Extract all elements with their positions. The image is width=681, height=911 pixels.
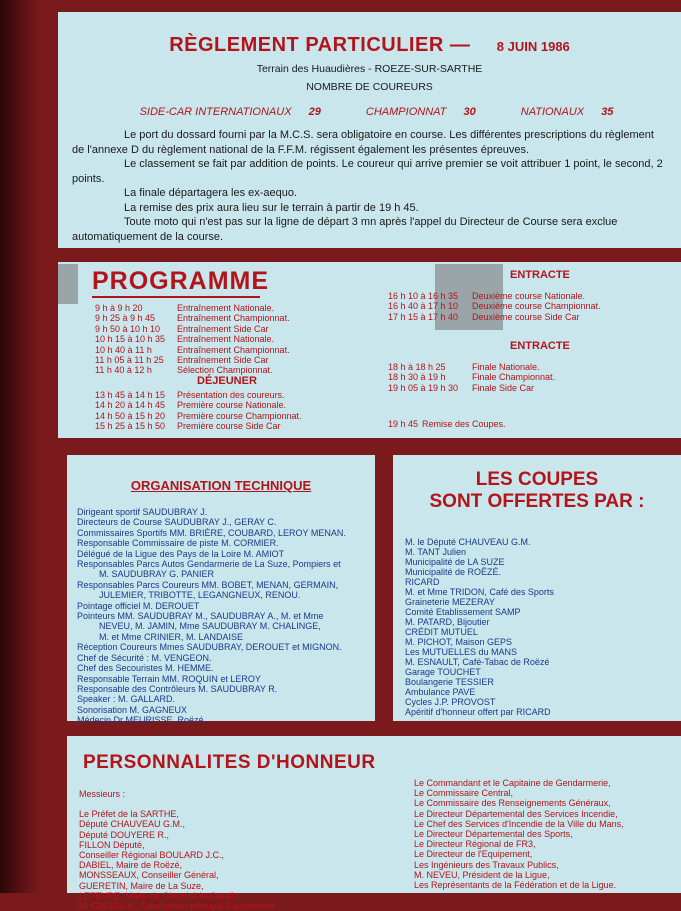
donor-item: Cycles J.P. PROVOST: [405, 697, 496, 707]
organisation-line: M. SAUDUBRAY G. PANIER: [99, 569, 215, 580]
donor-item: RICARD: [405, 577, 440, 587]
personnalite-item: Le Chef des Services d'Incendie de la Ville du Mans,: [414, 818, 624, 829]
schedule-row: [95, 334, 290, 344]
schedule-event: Entraînement Side Car: [177, 355, 269, 366]
schedule-event: Entraînement Championnat.: [177, 344, 290, 355]
personnalites-panel: [67, 736, 681, 911]
organisation-line: Responsable Commissaire de piste M. CORMIER.: [77, 538, 279, 549]
personnalite-item: Le Commissaire des Renseignements Généraux,: [414, 798, 611, 809]
organisation-line: Responsable Terrain MM. ROQUIN et LEROY: [77, 673, 261, 684]
finals-schedule: [388, 362, 555, 393]
personnalite-item: [79, 799, 274, 809]
organisation-line: Dirigeant sportif SAUDUBRAY J.: [77, 507, 208, 517]
personnalites-right-list: [414, 778, 624, 890]
organisation-line: Pointage officiel M. DEROUET: [77, 600, 200, 611]
schedule-row: [95, 313, 290, 323]
schedule-row: [388, 372, 555, 382]
rule-paragraph: La remise des prix aura lieu sur le terrain à partir de 19 h 45.: [124, 201, 419, 214]
donor-item: Boulangerie TESSIER: [405, 677, 494, 687]
schedule-event: Présentation des coureurs.: [177, 390, 285, 400]
donor-item: M. le Député CHAUVEAU G.M.: [405, 537, 531, 547]
personnalite-item: MONSSEAUX, Conseiller Général,: [79, 870, 219, 881]
donor-item: Ambulance PAVE: [405, 687, 476, 697]
organisation-title: ORGANISATION TECHNIQUE: [130, 478, 312, 493]
organisation-line: Responsables Parcs Autos Gendarmerie de La Suze, Pompiers et: [77, 559, 341, 570]
schedule-time: 10 h 15 à 10 h 35: [95, 334, 166, 345]
second-races-schedule: [388, 291, 601, 322]
entracte-heading: ENTRACTE: [510, 269, 570, 281]
schedule-row: [388, 312, 601, 322]
personnalite-item: Le Directeur Départemental des Services Incendie,: [414, 808, 618, 819]
schedule-time: 18 h à 18 h 25: [388, 362, 446, 372]
donor-item: M. PATARD, Bijoutier: [405, 617, 490, 627]
rule-paragraph: Toute moto qui n'est pas sur la ligne de départ 3 mn après l'appel du Directeur de Course sera exclue automatiquement de la course.: [72, 216, 618, 243]
schedule-row: [388, 362, 555, 372]
schedule-event: Finale Nationale.: [472, 362, 540, 372]
personnalite-item: Le Directeur de l'Equipement,: [414, 849, 533, 860]
schedule-event: Entraînement Nationale.: [177, 334, 275, 345]
schedule-row: [95, 365, 290, 375]
schedule-row: [388, 383, 555, 393]
organisation-line: Directeurs de Course SAUDUBRAY J., GERAY C.: [77, 517, 277, 528]
organisation-line: Chef de Sécurité : M. VENGEON.: [77, 652, 212, 663]
printed-shade: [58, 264, 78, 304]
donor-item: Municipalité de ROËZÉ.: [405, 567, 502, 577]
schedule-row: [388, 291, 601, 301]
schedule-row: [95, 400, 302, 410]
schedule-row: [95, 411, 302, 421]
event-date: 8 JUIN 1986: [496, 39, 570, 54]
organisation-line: Speaker : M. GALLARD.: [77, 694, 176, 705]
schedule-event: Deuxième course Nationale.: [472, 291, 586, 301]
organisation-line: Responsable des Contrôleurs M. SAUDUBRAY R.: [77, 683, 278, 694]
organisation-line: Sonorisation M. GAGNEUX: [77, 704, 188, 715]
donor-item: M. PICHOT, Maison GEPS: [405, 637, 513, 647]
personnalite-item: Messieurs :: [79, 789, 126, 799]
personnalite-item: DABIEL, Maire de Roëzé,: [79, 860, 183, 871]
schedule-time: 13 h 45 à 14 h 15: [95, 390, 166, 400]
venue: Terrain des Huaudières - ROEZE-SUR-SARTHE: [256, 63, 483, 75]
schedule-time: 19 h 45: [388, 419, 419, 429]
category-label: NATIONAUX: [520, 106, 585, 118]
donor-item: Garage TOUCHET: [405, 667, 481, 677]
personnalite-item: Le Préfet de la SARTHE,: [79, 809, 179, 820]
personnalite-item: Député DOUYERE R.,: [79, 829, 170, 840]
donors-list: [405, 537, 669, 717]
schedule-time: 18 h 30 à 19 h: [388, 372, 446, 383]
schedule-event: Finale Side Car: [472, 382, 535, 393]
reglement-title: RÈGLEMENT PARTICULIER —: [169, 34, 471, 56]
category-count: 29: [308, 106, 321, 118]
programme-panel: [58, 262, 681, 438]
rule-paragraph: Le port du dossard fourni par la M.C.S. sera obligatoire en course. Les différentes prescriptions du règlement de l'annexe D du règlement national de la F.F.M. régissent également les présentes épreuves.: [72, 129, 654, 156]
schedule-row: [95, 303, 290, 313]
entracte-heading: ENTRACTE: [510, 340, 570, 352]
schedule-time: 17 h 15 à 17 h 40: [388, 311, 459, 322]
schedule-row: [95, 421, 302, 431]
schedule-time: 9 h 25 à 9 h 45: [95, 313, 156, 324]
schedule-time: 14 h 50 à 15 h 20: [95, 410, 166, 421]
schedule-row: [95, 345, 290, 355]
schedule-time: 10 h 40 à 11 h: [95, 344, 152, 355]
personnalites-title: PERSONNALITES D'HONNEUR: [83, 752, 376, 773]
donor-item: M. TANT Julien: [405, 547, 467, 557]
organisation-panel: [67, 455, 375, 726]
reglement-panel: [58, 12, 681, 248]
personnalite-item: Député CHAUVEAU G.M.,: [79, 819, 186, 830]
organisation-line: Responsables Parcs Coureurs MM. BOBET, MENAN, GERMAIN,: [77, 579, 339, 590]
lunch-heading: DÉJEUNER: [197, 375, 257, 387]
personnalite-item: Les Ingénieurs des Travaux Publics,: [414, 859, 559, 870]
schedule-event: Entraînement Championnat.: [177, 313, 290, 324]
donor-item: M. et Mme TRIDON, Café des Sports: [405, 587, 554, 597]
category-count: 30: [463, 106, 476, 118]
schedule-time: 15 h 25 à 15 h 50: [95, 421, 166, 432]
personnalite-item: Le Commandant et le Capitaine de Gendarmerie,: [414, 778, 611, 788]
donor-item: Comité Etablissement SAMP: [405, 607, 521, 617]
organisation-line: JULEMIER, TRIBOTTE, LEGANGNEUX, RENOU.: [99, 590, 301, 601]
organisation-line: Délégué de la Ligue des Pays de la Loire M. AMIOT: [77, 548, 285, 559]
donor-item: M. ESNAULT, Café-Tabac de Roëzé: [405, 657, 550, 667]
schedule-time: 16 h 40 à 17 h 10: [388, 301, 459, 312]
personnalite-item: M. NEVEU, Président de la Ligue,: [414, 869, 550, 880]
personnalite-item: Conseiller Régional BOULARD J.C.,: [79, 850, 225, 861]
schedule-event: Entraînement Nationale.: [177, 303, 275, 313]
organisation-line: Chef des Secouristes M. HEMME.: [77, 663, 214, 674]
programme-title-underline: [92, 296, 260, 298]
schedule-time: 14 h 20 à 14 h 45: [95, 400, 166, 411]
personnalite-item: M. CADIEU A., Conducteur principal Equipement: [79, 901, 275, 911]
category-counts: [72, 106, 667, 118]
personnalite-item: Le Directeur Départemental des Sports,: [414, 829, 573, 840]
afternoon-schedule: [95, 390, 302, 432]
schedule-event: Entraînement Side Car: [177, 323, 269, 334]
personnalite-item: Les Représentants de la Fédération et de la Ligue.: [414, 880, 617, 891]
coupes-title: [405, 469, 669, 513]
category-item: [352, 106, 476, 118]
category-label: CHAMPIONNAT: [365, 106, 447, 118]
donor-item: Municipalité de LA SUZE: [405, 557, 505, 567]
schedule-row: [388, 301, 601, 311]
coupes-title-line: SONT OFFERTES PAR :: [429, 491, 645, 512]
donor-item: Graineterie MEZERAY: [405, 597, 495, 607]
organisation-line: Réception Coureurs Mmes SAUDUBRAY, DEROUET et MIGNON.: [77, 642, 342, 653]
rule-paragraph: La finale départagera les ex-aequo.: [124, 187, 298, 199]
organisation-list: [77, 507, 365, 726]
rule-paragraph: Le classement se fait par addition de points. Le coureur qui arrive premier se voit attribuer 1 point, le second, 2 points.: [72, 158, 663, 185]
schedule-event: Deuxième course Side Car: [472, 311, 580, 322]
organisation-line: Commissaires Sportifs MM. BRIÈRE, COUBARD, LEROY MENAN.: [77, 527, 346, 538]
schedule-row: [95, 324, 290, 334]
category-item: [507, 106, 614, 118]
personnalite-item: FILLON Député,: [79, 839, 145, 850]
schedule-event: Remise des Coupes.: [422, 419, 506, 429]
category-label: SIDE-CAR INTERNATIONAUX: [139, 106, 292, 118]
category-count: 35: [601, 106, 614, 118]
donor-item: Les MUTUELLES du MANS: [405, 647, 518, 657]
schedule-row: [95, 390, 302, 400]
organisation-line: Médecin Dr MEURISSE, Roëzé.: [77, 715, 207, 726]
schedule-event: Finale Championnat.: [472, 372, 556, 383]
coupes-title-line: LES COUPES: [475, 469, 599, 490]
schedule-event: Deuxième course Championnat.: [472, 301, 601, 312]
personnalite-item: Le Commissaire Central,: [414, 788, 514, 799]
schedule-event: Sélection Championnat.: [177, 365, 273, 376]
organisation-line: Pointeurs MM. SAUDUBRAY M., SAUDUBRAY A., M. et Mme: [77, 611, 324, 622]
page-binding-edge: [0, 0, 40, 893]
schedule-event: Première course Championnat.: [177, 410, 302, 421]
schedule-event: Première course Side Car: [177, 421, 281, 432]
organisation-line: NEVEU, M. JAMIN, Mme SAUDUBRAY M. CHALINGE,: [99, 621, 321, 632]
rider-count-heading: NOMBRE DE COUREURS: [306, 81, 433, 93]
rules-text: [72, 128, 667, 244]
personnalites-left-list: [79, 789, 274, 911]
schedule-time: 11 h 40 à 12 h: [95, 365, 152, 376]
personnalite-item: GUERETIN, Maire de La Suze,: [79, 880, 204, 891]
schedule-event: Première course Nationale.: [177, 400, 287, 411]
organisation-line: M. et Mme CRINIER, M. LANDAISE: [99, 631, 244, 642]
donor-item: CRÉDIT MUTUEL: [405, 627, 478, 637]
schedule-time: 9 h à 9 h 20: [95, 303, 143, 313]
category-item: [126, 106, 321, 118]
schedule-row: [95, 355, 290, 365]
personnalite-item: LEFEVRE, Maire de Chemiré-le-Gaudin,: [79, 890, 242, 901]
schedule-row: [388, 419, 506, 429]
morning-schedule: [95, 303, 290, 376]
donor-item: Apéritif d'honneur offert par RICARD: [405, 707, 551, 717]
schedule-time: 16 h 10 à 16 h 35: [388, 291, 459, 301]
reglement-heading: [72, 34, 667, 57]
schedule-time: 11 h 05 à 11 h 25: [95, 355, 164, 366]
schedule-time: 19 h 05 à 19 h 30: [388, 382, 459, 393]
prizes-row: [388, 419, 506, 429]
personnalite-item: Le Directeur Régional de FR3,: [414, 839, 536, 850]
schedule-time: 9 h 50 à 10 h 10: [95, 323, 161, 334]
programme-title: PROGRAMME: [92, 267, 270, 295]
coupes-panel: [393, 455, 681, 721]
